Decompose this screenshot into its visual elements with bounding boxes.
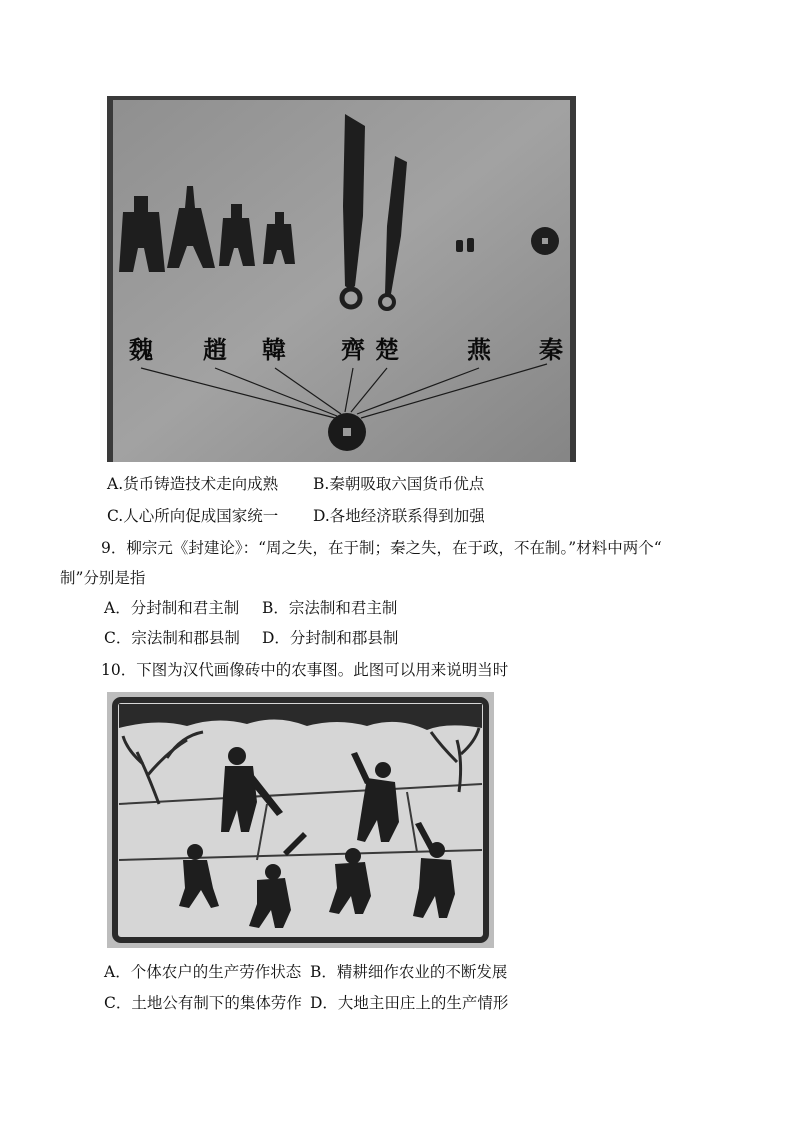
q9-options-row-2 (104, 628, 398, 648)
state-label-qin: 秦 (539, 335, 563, 364)
q10-option-a: A．个体农户的生产劳作状态 (104, 963, 302, 981)
q9-option-b: B．宗法制和君主制 (262, 599, 398, 617)
state-label-zhao: 趙 (203, 335, 227, 364)
coins-photo (107, 96, 576, 462)
q9-option-a: A．分封制和君主制 (104, 599, 240, 617)
q9-stem-line-2: 制”分别是指 (60, 569, 146, 587)
round-coin-qin (531, 227, 559, 255)
state-label-qi: 齊 (341, 335, 365, 364)
q10-option-c: C．土地公有制下的集体劳作 (104, 994, 302, 1012)
central-round-coin (328, 413, 366, 451)
state-label-han: 韓 (262, 335, 286, 364)
q8-option-c: C.人心所向促成国家统一 (107, 507, 279, 525)
han-brick-farming-image (107, 692, 494, 948)
q9-options-row-1 (104, 598, 397, 618)
q8-option-d: D.各地经济联系得到加强 (313, 507, 485, 525)
q10-stem: 10．下图为汉代画像砖中的农事图。此图可以用来说明当时 (101, 661, 509, 679)
state-label-wei: 魏 (129, 335, 153, 364)
q8-options-row-1 (107, 474, 484, 494)
q10-options-row-1 (104, 962, 507, 982)
state-label-chu: 楚 (375, 335, 399, 364)
q8-option-a: A.货币铸造技术走向成熟 (107, 475, 279, 493)
state-label-yan: 燕 (467, 335, 491, 364)
q8-options-row-2 (107, 506, 485, 526)
q8-option-b: B.秦朝吸取六国货币优点 (313, 475, 485, 493)
q9-stem-line-1: 9．柳宗元《封建论》：“周之失，在于制；秦之失，在于政，不在制。”材料中两个“ (101, 539, 662, 557)
q9-option-d: D．分封制和郡县制 (262, 629, 399, 647)
q10-option-b: B．精耕细作农业的不断发展 (310, 963, 508, 981)
q9-option-c: C．宗法制和郡县制 (104, 629, 240, 647)
q10-options-row-2 (104, 993, 508, 1013)
q10-option-d: D．大地主田庄上的生产情形 (310, 994, 509, 1012)
